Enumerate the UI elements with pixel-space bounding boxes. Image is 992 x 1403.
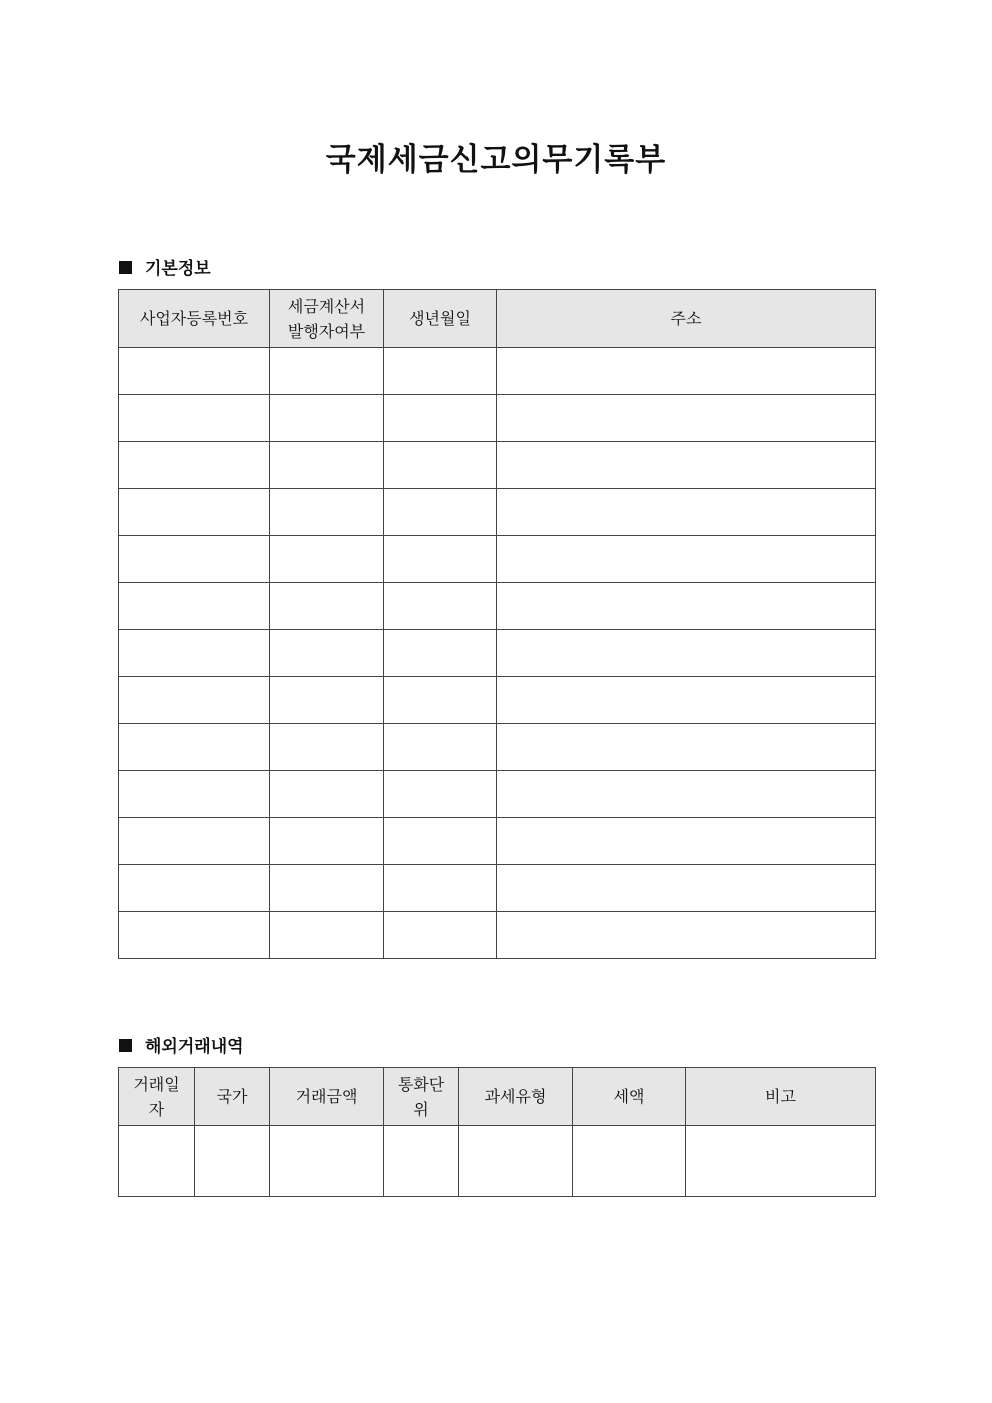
table-cell[interactable] xyxy=(384,489,497,536)
col-header-tax-type: 과세유형 xyxy=(459,1068,573,1126)
table-cell[interactable] xyxy=(195,1126,270,1197)
col-header-remarks: 비고 xyxy=(686,1068,876,1126)
table-cell[interactable] xyxy=(384,724,497,771)
table-row xyxy=(119,818,876,865)
table-cell[interactable] xyxy=(384,395,497,442)
table-cell[interactable] xyxy=(497,348,876,395)
section-heading-basic-info xyxy=(119,254,211,279)
table-cell[interactable] xyxy=(270,395,384,442)
table-row xyxy=(119,442,876,489)
table-cell[interactable] xyxy=(270,536,384,583)
table-row xyxy=(119,1126,876,1197)
table-header-row xyxy=(119,290,876,348)
table-cell[interactable] xyxy=(497,583,876,630)
table-header-row xyxy=(119,1068,876,1126)
col-header-business-registration-number: 사업자등록번호 xyxy=(119,290,270,348)
table-cell[interactable] xyxy=(270,818,384,865)
table-cell[interactable] xyxy=(497,536,876,583)
col-header-transaction-date: 거래일 자 xyxy=(119,1068,195,1126)
table-cell[interactable] xyxy=(270,724,384,771)
table-cell[interactable] xyxy=(119,677,270,724)
table-cell[interactable] xyxy=(497,724,876,771)
table-cell[interactable] xyxy=(384,348,497,395)
table-cell[interactable] xyxy=(119,489,270,536)
table-cell[interactable] xyxy=(270,583,384,630)
table-cell[interactable] xyxy=(270,912,384,959)
col-header-tax-amount: 세액 xyxy=(573,1068,686,1126)
table-row xyxy=(119,489,876,536)
table-cell[interactable] xyxy=(497,395,876,442)
col-header-transaction-amount: 거래금액 xyxy=(270,1068,384,1126)
table-row xyxy=(119,912,876,959)
table-cell[interactable] xyxy=(119,818,270,865)
section-heading-label: 해외거래내역 xyxy=(145,1037,244,1057)
table-cell[interactable] xyxy=(497,865,876,912)
table-cell[interactable] xyxy=(686,1126,876,1197)
table-row xyxy=(119,771,876,818)
table-cell[interactable] xyxy=(497,912,876,959)
table-row xyxy=(119,583,876,630)
table-cell[interactable] xyxy=(497,771,876,818)
square-bullet-icon xyxy=(119,261,132,274)
table-cell[interactable] xyxy=(119,724,270,771)
table-cell[interactable] xyxy=(384,630,497,677)
table-cell[interactable] xyxy=(384,912,497,959)
table-cell[interactable] xyxy=(119,442,270,489)
overseas-transactions-table xyxy=(118,1067,876,1197)
basic-info-table xyxy=(118,289,876,959)
table-cell[interactable] xyxy=(119,912,270,959)
table-cell[interactable] xyxy=(384,677,497,724)
table-row xyxy=(119,865,876,912)
table-row xyxy=(119,395,876,442)
table-cell[interactable] xyxy=(119,583,270,630)
table-cell[interactable] xyxy=(497,630,876,677)
table-cell[interactable] xyxy=(270,1126,384,1197)
table-cell[interactable] xyxy=(270,771,384,818)
table-cell[interactable] xyxy=(384,536,497,583)
table-row xyxy=(119,536,876,583)
table-cell[interactable] xyxy=(119,1126,195,1197)
table-cell[interactable] xyxy=(119,865,270,912)
table-row xyxy=(119,677,876,724)
table-cell[interactable] xyxy=(384,771,497,818)
table-cell[interactable] xyxy=(119,536,270,583)
table-cell[interactable] xyxy=(119,630,270,677)
table-cell[interactable] xyxy=(384,818,497,865)
table-cell[interactable] xyxy=(270,630,384,677)
square-bullet-icon xyxy=(119,1039,132,1052)
col-header-birth-date: 생년월일 xyxy=(384,290,497,348)
table-cell[interactable] xyxy=(119,348,270,395)
table-cell[interactable] xyxy=(497,677,876,724)
table-cell[interactable] xyxy=(270,677,384,724)
col-header-tax-invoice-issuer: 세금계산서 발행자여부 xyxy=(270,290,384,348)
table-cell[interactable] xyxy=(270,489,384,536)
table-row xyxy=(119,348,876,395)
table-cell[interactable] xyxy=(270,348,384,395)
table-cell[interactable] xyxy=(119,395,270,442)
col-header-currency-unit: 통화단 위 xyxy=(384,1068,459,1126)
col-header-country: 국가 xyxy=(195,1068,270,1126)
table-cell[interactable] xyxy=(384,1126,459,1197)
table-cell[interactable] xyxy=(497,442,876,489)
table-cell[interactable] xyxy=(497,818,876,865)
table-cell[interactable] xyxy=(270,442,384,489)
table-cell[interactable] xyxy=(384,865,497,912)
section-heading-overseas-transactions xyxy=(119,1032,244,1057)
table-cell[interactable] xyxy=(459,1126,573,1197)
table-cell[interactable] xyxy=(270,865,384,912)
table-cell[interactable] xyxy=(573,1126,686,1197)
table-cell[interactable] xyxy=(497,489,876,536)
table-row xyxy=(119,724,876,771)
page-title: 국제세금신고의무기록부 xyxy=(325,142,667,178)
table-row xyxy=(119,630,876,677)
table-cell[interactable] xyxy=(384,442,497,489)
table-cell[interactable] xyxy=(119,771,270,818)
table-cell[interactable] xyxy=(384,583,497,630)
section-heading-label: 기본정보 xyxy=(145,259,211,279)
col-header-address: 주소 xyxy=(497,290,876,348)
